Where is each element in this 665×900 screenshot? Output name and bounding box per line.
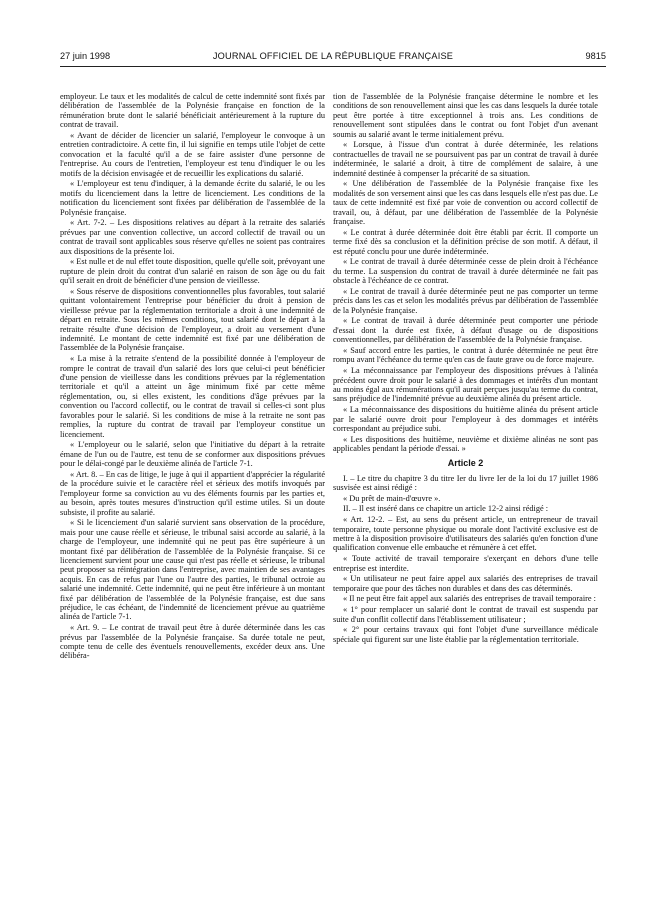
right-column (333, 92, 598, 892)
paragraph: « Art. 9. – Le contrat de travail peut être à durée déterminée dans les cas prévus par l'assemblée de la Polynésie française. Sa durée totale ne peut, compte tenu de celle des éventuels renouvellements, excéder deux ans. Une délibéra- (60, 623, 325, 661)
paragraph: « 1° pour remplacer un salarié dont le contrat de travail est suspendu par suite d'un conflit collectif dans l'établissement utilisateur ; (333, 605, 598, 624)
paragraph: employeur. Le taux et les modalités de calcul de cette indemnité sont fixés par délibération de l'assemblée de la Polynésie française en fonction de la rémunération brute dont le salarié bénéficiait antérieurement à la rupture du contrat de travail. (60, 92, 325, 130)
paragraph: « Art. 7-2. – Les dispositions relatives au départ à la retraite des salariés prévues par une convention collective, un accord collectif de travail ou un contrat de travail sont applicables sous réserve qu'elles ne soient pas contraires aux dispositions de la présente loi. (60, 218, 325, 256)
paragraph: « La méconnaissance des dispositions du huitième alinéa du présent article par le salarié ouvre droit pour l'employeur à des dommages et intérêts correspondant au préjudice subi. (333, 405, 598, 434)
paragraph: « 2° pour certains travaux qui font l'objet d'une surveillance médicale spéciale qui figurent sur une liste établie par la réglementation territoriale. (333, 625, 598, 644)
header-journal-title: JOURNAL OFFICIEL DE LA RÉPUBLIQUE FRANÇAISE (212, 51, 454, 61)
paragraph: « Si le licenciement d'un salarié survient sans observation de la procédure, mais pour une cause réelle et sérieuse, le tribunal saisi accorde au salarié, à la charge de l'employeur, une indemnité qui ne peut pas être supérieure à un montant fixé par délibération de l'assemblée de la Polynésie française. Si ce licenciement survient pour une cause qui n'est pas réelle et sérieuse, le tribunal peut proposer sa réintégration dans l'entreprise, avec maintien de ses avantages acquis. En cas de refus par l'une ou l'autre des parties, le tribunal octroie au salarié une indemnité. Cette indemnité, qui ne peut être inférieure à un montant fixé par délibération de l'assemblée de la Polynésie française, est due sans préjudice, le cas échéant, de l'indemnité de licenciement prévue au quatrième alinéa de l'article 7-1. (60, 518, 325, 622)
header-date: 27 juin 1998 (60, 51, 111, 61)
paragraph: « L'employeur est tenu d'indiquer, à la demande écrite du salarié, le ou les motifs du licenciement dans la lettre de licenciement. Les conditions de la notification du licenciement sont fixées par délibération de l'assemblée de la Polynésie française. (60, 179, 325, 217)
paragraph: « Est nulle et de nul effet toute disposition, quelle qu'elle soit, prévoyant une rupture de plein droit du contrat d'un salarié en raison de son âge ou du fait qu'il serait en droit de bénéficier d'une pension de vieillesse. (60, 257, 325, 286)
paragraph: « Art. 8. – En cas de litige, le juge à qui il appartient d'apprécier la régularité de la procédure suivie et le caractère réel et sérieux des motifs invoqués par l'employeur forme sa conviction au vu des éléments fournis par les parties et, au besoin, après toutes mesures d'instruction qu'il estime utiles. Si un doute subsiste, il profite au salarié. (60, 469, 325, 517)
paragraph: « Lorsque, à l'issue d'un contrat à durée déterminée, les relations contractuelles de travail ne se poursuivent pas par un contrat de travail à durée indéterminée, le salarié a droit, à titre de complément de salaire, à une indemnité destinée à compenser la précarité de sa situation. (333, 140, 598, 178)
header-rule (60, 66, 606, 67)
paragraph: « Sous réserve de dispositions conventionnelles plus favorables, tout salarié quittant volontairement l'entreprise pour bénéficier du droit à pension de vieillesse prévue par la réglementation territoriale a droit à une indemnité de départ en retraite. Sous les mêmes conditions, tout salarié dont le départ à la retraite résulte d'une décision de l'employeur, a droit au versement d'une indemnité. Le montant de cette indemnité est fixé par une délibération de l'assemblée de la Polynésie française. (60, 286, 325, 353)
paragraph: « Le contrat à durée déterminée doit être établi par écrit. Il comporte un terme fixé dès sa conclusion et la définition précise de son motif. A défaut, il est réputé conclu pour une durée indéterminée. (333, 227, 598, 256)
paragraph: « Art. 12-2. – Est, au sens du présent article, un entrepreneur de travail temporaire, toute personne physique ou morale dont l'activité exclusive est de mettre à la disposition provisoire d'utilisateurs des salariés qu'en fonction d'une qualification convenue elle embauche et rémunère à cet effet. (333, 515, 598, 553)
paragraph: « Avant de décider de licencier un salarié, l'employeur le convoque à un entretien contradictoire. A cette fin, il lui signifie en temps utile l'objet de cette convocation et la faculté qu'il a de se faire assister d'une personne de l'entreprise. Au cours de l'entretien, l'employeur est tenu d'indiquer le ou les motifs de la décision envisagée et de recueillir les explications du salarié. (60, 130, 325, 178)
page-header (60, 51, 606, 67)
paragraph: « La mise à la retraite s'entend de la possibilité donnée à l'employeur de rompre le contrat de travail d'un salarié des lors que celui-ci peut bénéficier d'une pension de vieillesse dans les conditions prévues par la réglementation territoriale et qu'il a atteint un âge minimum fixé par cette même réglementation, ou, si elles existent, les conditions d'âge prévues par la convention ou l'accord collectif, ou le contrat de travail si celles-ci sont plus favorables pour le salarié. Si les conditions de mise à la retraite ne sont pas remplies, la rupture du contrat de travail par l'employeur constitue un licenciement. (60, 354, 325, 439)
paragraph: I. – Le titre du chapitre 3 du titre Ier du livre Ier de la loi du 17 juillet 1986 susvisée est ainsi rédigé : (333, 473, 598, 492)
paragraph: « Un utilisateur ne peut faire appel aux salariés des entreprises de travail temporaire que pour des tâches non durables et dans des cas déterminés. (333, 574, 598, 593)
article-heading: Article 2 (447, 457, 484, 468)
paragraph: « Le contrat de travail à durée déterminée peut ne pas comporter un terme précis dans les cas et selon les modalités prévus par délibération de l'assemblée de la Polynésie française. (333, 286, 598, 315)
paragraph: tion de l'assemblée de la Polynésie française détermine le nombre et les conditions de son renouvellement ainsi que les cas dans lesquels la durée totale peut être portée à titre exceptionnel à trois ans. Les conditions de renouvellement sont stipulées dans le contrat ou font l'objet d'un avenant soumis au salarié avant le terme initialement prévu. (333, 92, 598, 139)
paragraph: « Du prêt de main-d'œuvre ». (343, 493, 441, 503)
paragraph: « Les dispositions des huitième, neuvième et dixième alinéas ne sont pas applicables pendant la période d'essai. » (333, 434, 598, 454)
left-column (60, 92, 325, 892)
paragraph: « Toute activité de travail temporaire s'exerçant en dehors d'une telle entreprise est interdite. (333, 554, 598, 573)
paragraph: « Une délibération de l'assemblée de la Polynésie française fixe les modalités de son versement ainsi que les cas dans lesquels elle n'est pas due. Le taux de cette indemnité est fixé par voie de convention ou accord collectif de travail, ou, à défaut, par une délibération de l'assemblée de la Polynésie française. (333, 179, 598, 227)
paragraph: « Il ne peut être fait appel aux salariés des entreprises de travail temporaire : (343, 594, 596, 604)
paragraph: « Sauf accord entre les parties, le contrat à durée déterminée ne peut être rompu avant l'échéance du terme qu'en cas de faute grave ou de force majeure. (333, 346, 598, 365)
paragraph: « Le contrat de travail à durée déterminée cesse de plein droit à l'échéance du terme. La suspension du contrat de travail à durée déterminée ne fait pas obstacle à l'échéance de ce contrat. (333, 257, 598, 286)
header-page-number: 9815 (585, 51, 606, 61)
paragraph: « L'employeur ou le salarié, selon que l'initiative du départ à la retraite émane de l'un ou de l'autre, est tenu de se conformer aux dispositions prévues pour le délai-congé par le deuxième alinéa de l'article 7-1. (60, 440, 325, 469)
paragraph: II. – Il est inséré dans ce chapitre un article 12-2 ainsi rédigé : (343, 504, 549, 514)
paragraph: « Le contrat de travail à durée déterminée peut comporter une période d'essai dont la durée est fixée, à défaut d'usage ou de dispositions conventionnelles, par délibération de l'assemblée de la Polynésie française. (333, 316, 598, 345)
paragraph: « La méconnaissance par l'employeur des dispositions prévues à l'alinéa précédent ouvre droit pour le salarié à des dommages et intérêts d'un montant au moins égal aux rémunérations qu'il aurait perçues jusqu'au terme du contrat, sans préjudice de l'indemnité prévue au deuxième alinéa du présent article. (333, 366, 598, 404)
